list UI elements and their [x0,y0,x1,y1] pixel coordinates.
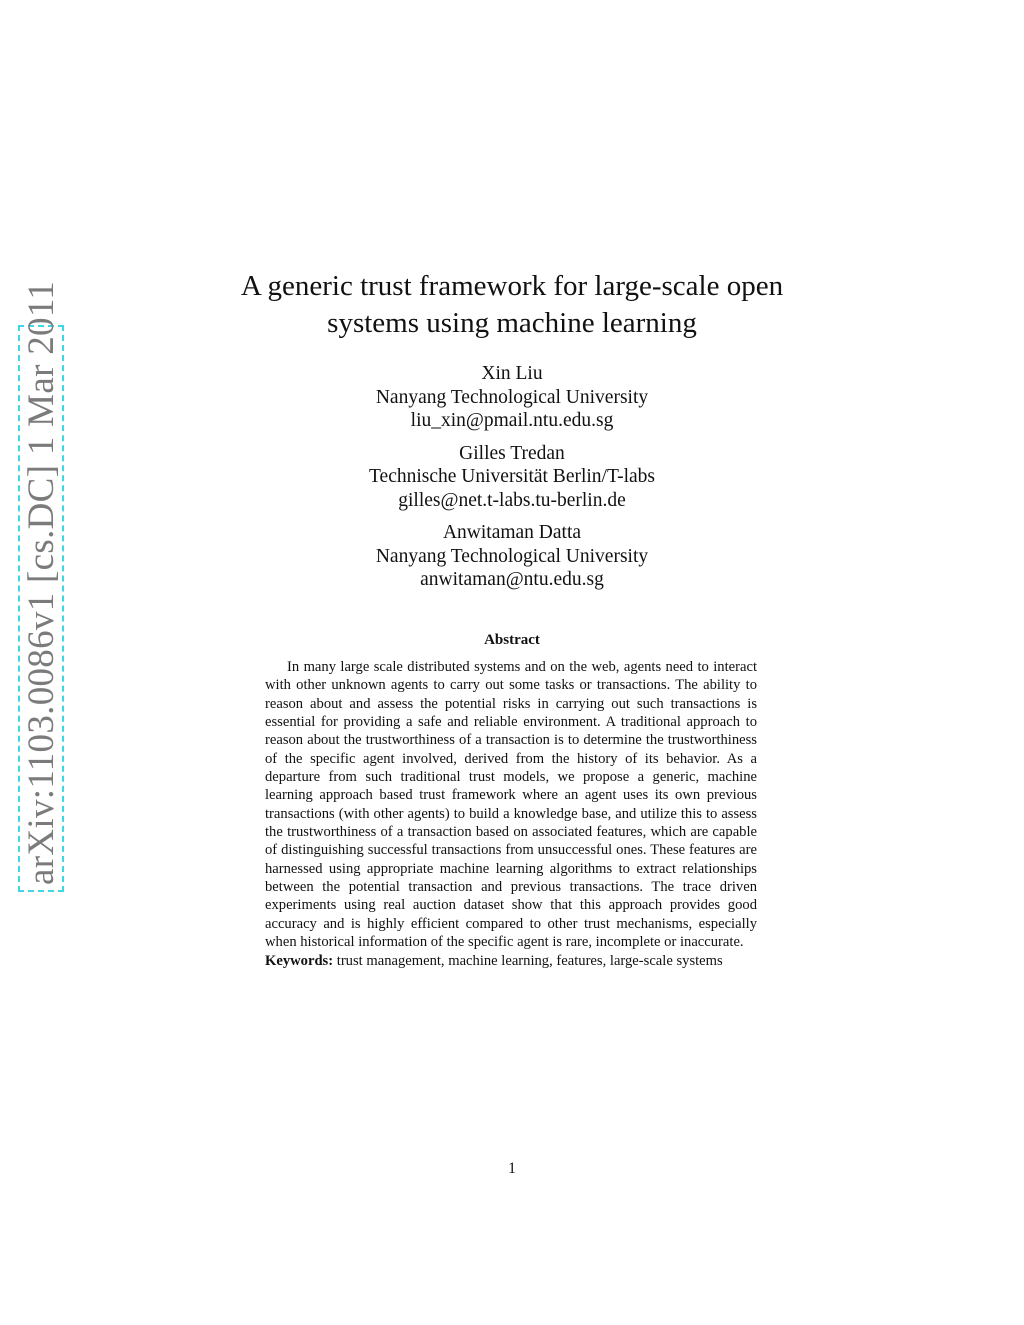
abstract-body: In many large scale distributed systems and on the web, agents need to interact with other unknown agents to carry out some tasks or transactions. The ability to reason about and assess the potential risks in carrying out such transactions is essential for providing a safe and reliable environment. A traditional approach to reason about the trustworthiness of a transaction is to determine the trustworthiness of the specific agent involved, derived from the history of its behavior. As a departure from such traditional trust models, we propose a generic, machine learning approach based trust framework where an agent uses its own previous transactions (with other agents) to build a knowledge base, and utilize this to assess the trustworthiness of a transaction based on associated features, which are capable of distinguishing successful transactions from unsuccessful ones. These features are harnessed using appropriate machine learning algorithms to extract relationships between the potential transaction and previous transactions. The trace driven experiments using real auction dataset show that this approach provides good accuracy and is highly efficient compared to other trust mechanisms, especially when historical information of the specific agent is rare, incomplete or inaccurate. [265,659,757,951]
keywords-label: Keywords: [265,952,334,969]
arxiv-identifier: arXiv:1103.0086v1 [cs.DC] 1 Mar 2011 [21,280,62,885]
author-name: Anwitaman Datta [442,522,582,543]
author-list [262,362,762,601]
author-block [262,521,762,592]
author-affiliation: Technische Universität Berlin/T-labs [368,466,655,487]
author-email: anwitaman@ntu.edu.sg [420,569,604,590]
author-email: liu_xin@pmail.ntu.edu.sg [410,410,614,431]
author-name: Gilles Tredan [459,442,565,464]
abstract-heading: Abstract [484,632,540,648]
keywords-line [265,952,757,970]
page-number: 1 [508,1160,516,1177]
paper-title: A generic trust framework for large-scale open systems using machine learning [240,270,784,339]
keywords-text: trust management, machine learning, features, large-scale systems [336,952,723,969]
author-email: gilles@net.t-labs.tu-berlin.de [398,489,626,511]
author-block [262,362,762,433]
abstract-section [265,658,757,970]
author-name: Xin Liu [481,363,543,384]
author-block [262,442,762,513]
author-affiliation: Nanyang Technological University [375,386,649,408]
author-affiliation: Nanyang Technological University [375,545,649,567]
